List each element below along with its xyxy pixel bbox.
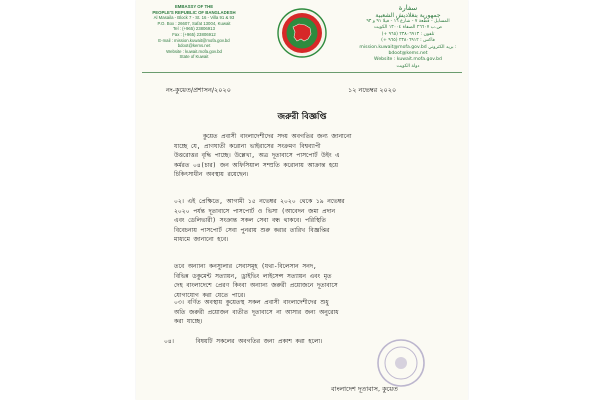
arabic-website-line: Website : kuwait.mofa.gov.bd	[374, 57, 442, 63]
arabic-tel-line: تلفون : ٢٣٨٠٦٩١٣ (٩٦٥ +)	[381, 31, 435, 37]
arabic-email-line: mission.kuwait@mofa.gov.bd بريد الكتروني :	[359, 44, 457, 50]
arabic-fax-line: فاكس : ٢٣٨٠٦٩١٢ (٩٦٥ +)	[381, 38, 435, 44]
website-line: Website : kuwait.mofa.gov.bd	[166, 48, 222, 54]
tel-line: Tel : (+965) 23806913	[173, 26, 215, 32]
bangladesh-emblem-icon	[277, 8, 327, 58]
letterhead-arabic	[358, 4, 458, 70]
arabic-po-box-line: ص.ب ٢٦٦٠٧ الصفاة ١٣٠٠٤ الكويت	[373, 25, 443, 31]
signature-block: বাংলাদেশ দূতাবাস, কুয়েত	[331, 385, 398, 393]
embassy-name-line2: PEOPLE'S REPUBLIC OF BANGLADESH	[152, 9, 236, 15]
header-divider	[142, 72, 462, 73]
notice-paragraph-4: ০৩। বর্ণিত অবস্থায় কুয়েতস্থ সকল প্রবাসী বাংলাদেশীদের শুধু অতি জরুরী প্রয়োজন ব্যতীত দূতাবাসে না আসার জন্য অনুরোধ করা যাচ্ছে।	[174, 299, 339, 326]
arabic-embassy-line1: سفارة	[398, 4, 418, 12]
arabic-address-line: المسايل - قطعة ٧ - شارع ١٦ - فيلا ٩١ و ٩٣	[366, 19, 450, 24]
notice-title: জরুরী বিজ্ঞপ্তি	[277, 112, 327, 122]
arabic-embassy-line2: جمهورية بنغلاديش الشعبية	[375, 12, 441, 19]
embassy-seal-stamp-icon	[376, 338, 426, 388]
po-box-line: P.O. Box : 26607, Safat 13004, Kuwait	[157, 20, 231, 26]
address-line: Al Masaila - Block 7 - St. 16 - Villa 91 & 93	[153, 15, 235, 21]
embassy-name-line1: EMBASSY OF THE	[174, 4, 214, 9]
notice-paragraph-1: কুয়েত প্রবাসী বাংলাদেশীদের সদয় অবগতির জন্য জানানো যাচ্ছে যে, প্রাণঘাতী করোনা ভাইরাসের সংক্রমণ বিশ্বব্যাপী উত্তরোত্তর বৃদ্ধি পাচ্ছে। উল্লেখ্য, অত্র দূতাবাসে পাসপোর্ট উইং এ কর্মরত ০৪(চার) জন অফিসিয়াল সম্প্রতি করোনায় আক্রান্ত হয়ে চিকিৎসাধীন অবস্থায় রয়েছেন।	[174, 133, 352, 179]
email-line: E-mail : mission.kuwait@mofa.gov.bd	[158, 37, 230, 43]
notice-paragraph-5: ০৪। বিষয়টি সকলের অবগতির জন্য প্রকাশ করা হলো।	[164, 338, 323, 345]
letter-page	[136, 0, 468, 400]
arabic-country-line: دولة الكويت	[396, 63, 420, 69]
reference-number: নং-কুয়েত/প্রশাসন/২০২০	[166, 86, 231, 94]
email-line-2: bdoot@kems.net	[177, 43, 211, 49]
notice-paragraph-3: তবে অন্যান্য কনস্যুলার সেবাসমূহ (যথা-বিলেসান সনদ, বিভিন্ন ডকুমেন্ট সত্যায়ন, ড্রাইভিং লাইসেন্স সত্যায়ন এবং মৃত দেহ বাংলাদেশে প্রেরণ কিংবা অন্যান্য জরুরী প্রয়োজনে দূতাবাসে যোগাযোগ করা যেতে পারে।	[174, 263, 338, 299]
notice-paragraph-2: ০২। এই প্রেক্ষিতে, আগামী ১৫ নভেম্বর ২০২০ থেকে ১৯ নভেম্বর ২০২০ পর্যন্ত দূতাবাসে পাসপোর্ট ও ভিসা (আবেদন জমা প্রদান এবং ডেলিভারী) সংক্রান্ত সকল সেবা বন্ধ থাকবে। পরিস্থিতি বিবেচনায় পাসপোর্ট সেবা পুনরায় শুরু করার তারিখ বিজ্ঞপ্তির মাধ্যমে জানানো হবে।	[174, 198, 345, 244]
letterhead-english	[146, 4, 242, 60]
fax-line: Fax : (+965) 23806912	[172, 31, 216, 37]
country-line: State of Kuwait	[179, 54, 209, 60]
letter-date: ১২ নভেম্বর ২০২০	[348, 86, 397, 94]
arabic-email-line-2: bdoot@kems.net	[388, 51, 428, 57]
